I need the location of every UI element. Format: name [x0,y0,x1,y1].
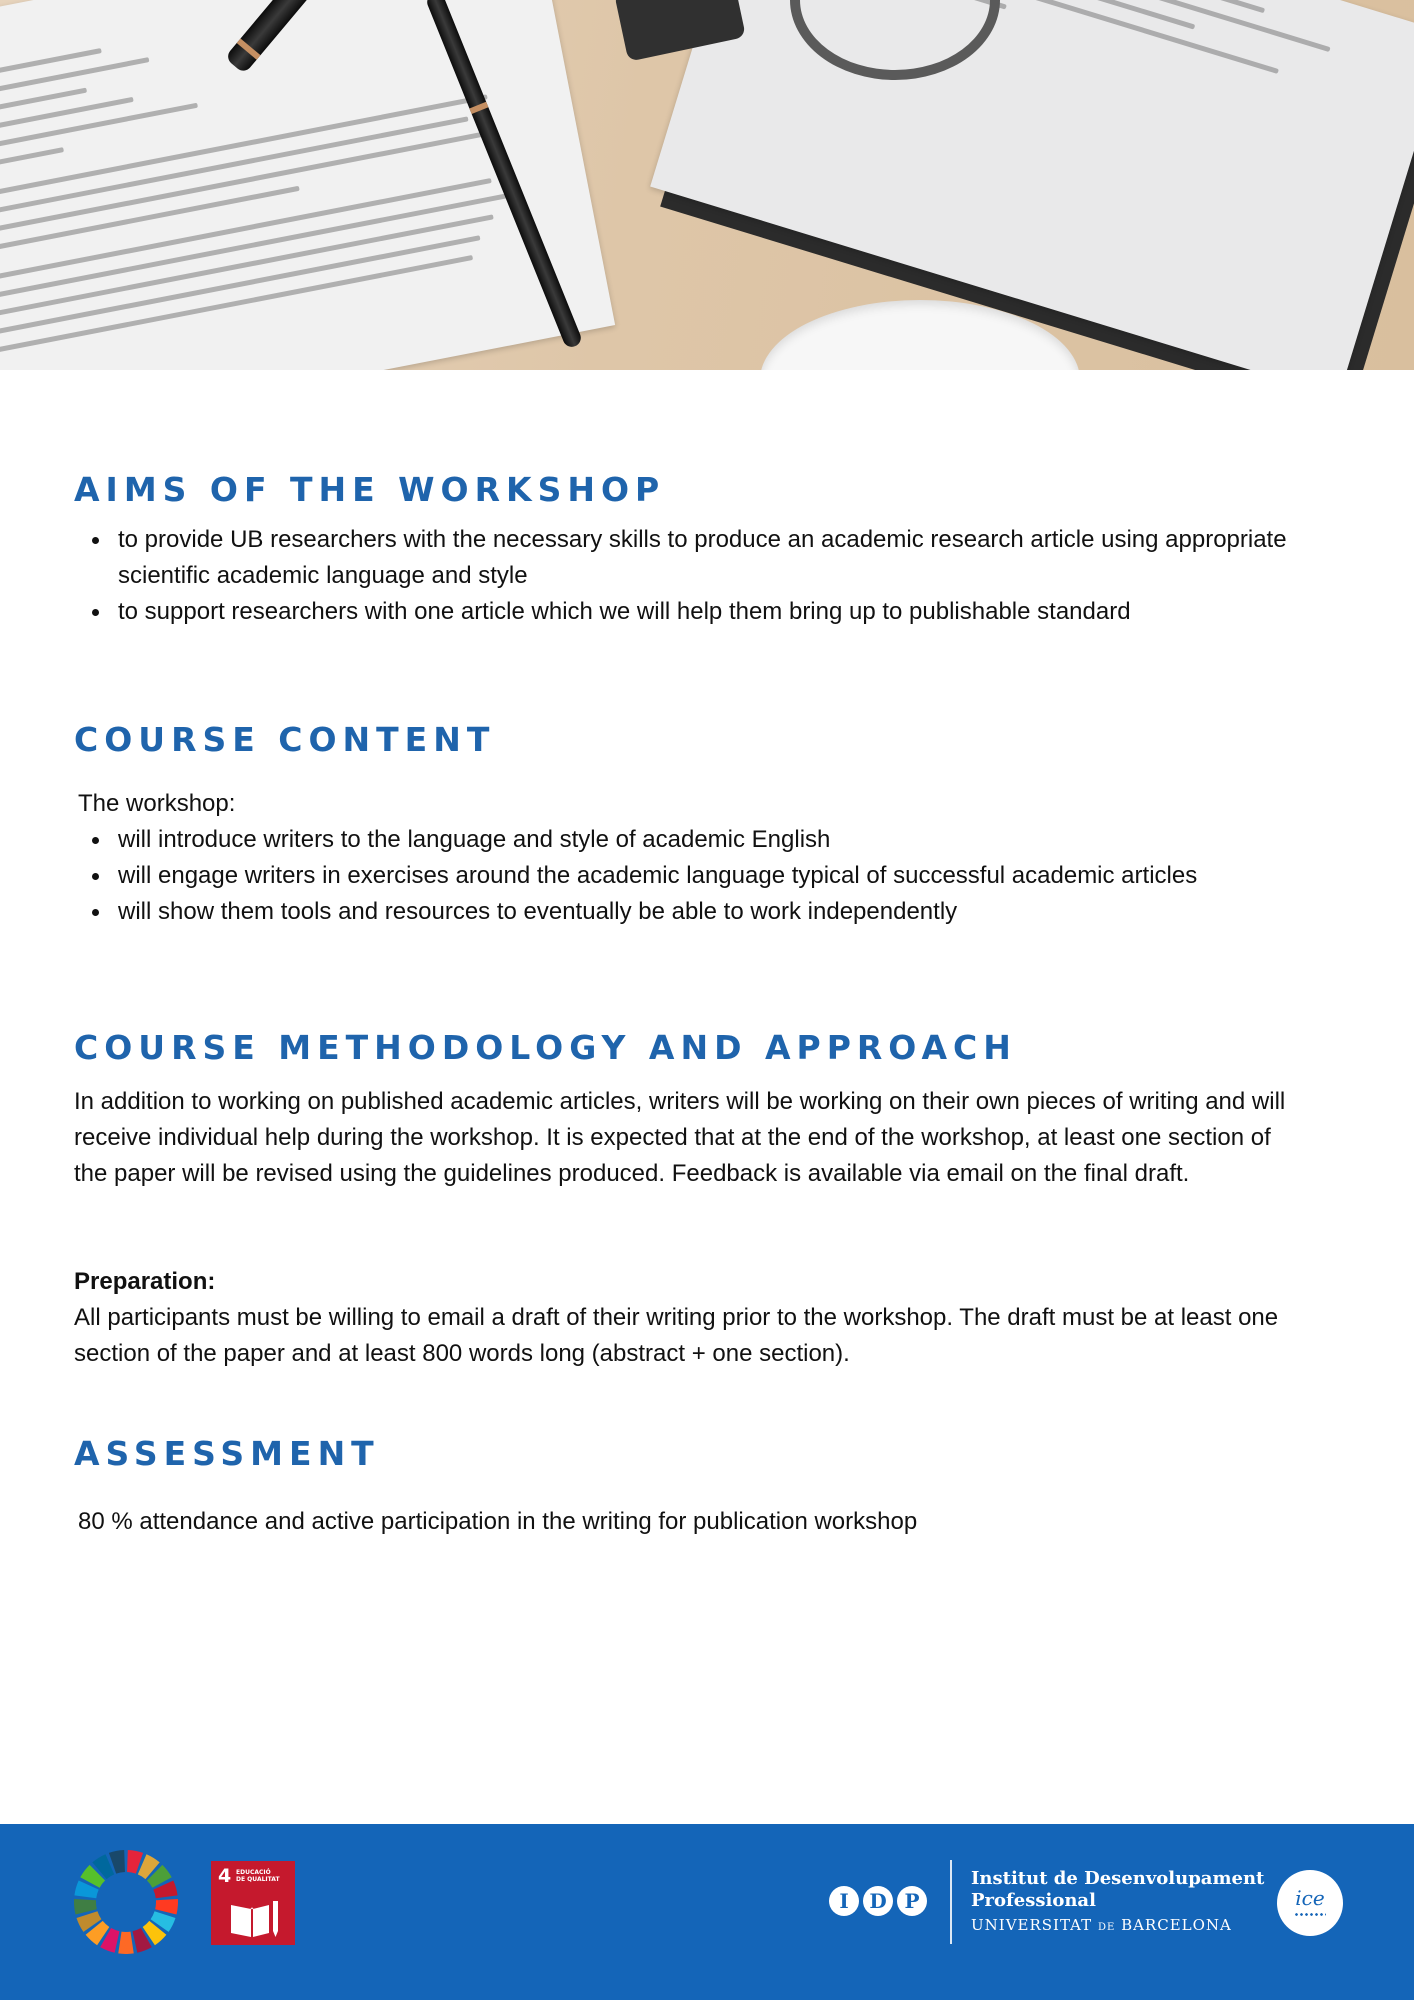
sdg4-label [236,1869,291,1883]
heading-assessment: ASSESSMENT [74,1434,380,1473]
logo-divider [950,1860,952,1944]
university-de: DE [1097,1922,1116,1933]
heading-aims: AIMS OF THE WORKSHOP [74,470,666,509]
list-item: will show them tools and resources to eventually be able to work independently [118,894,1338,930]
list-item: will introduce writers to the language and style of academic English [118,822,1338,858]
university-name [971,1912,1264,1941]
footer-bar [0,1824,1414,2000]
sdg-wheel-icon [74,1850,178,1954]
idp-letter-d: D [863,1886,893,1916]
assessment-text: 80 % attendance and active participation in the writing for publication workshop [78,1508,918,1535]
hero-photo [0,0,1414,370]
sdg-wheel-segment [155,1899,178,1914]
university-part2: BARCELONA [1121,1916,1232,1934]
institute-line2: Professional [971,1890,1096,1911]
idp-logo [829,1886,931,1916]
preparation-text: All participants must be willing to email a draft of their writing prior to the workshop. The draft must be at least one section of the paper and at least 800 words long (abstract + one section). [74,1304,1279,1367]
content-list [74,822,1338,930]
ice-dots [1294,1913,1326,1916]
heading-course-content: COURSE CONTENT [74,720,496,759]
heading-methodology: COURSE METHODOLOGY AND APPROACH [74,1028,1017,1067]
sdg-wheel-segment [74,1899,97,1914]
sdg4-badge [211,1861,295,1945]
sdg4-label-line1: EDUCACIÓ [236,1869,271,1876]
open-book-pencil-icon [229,1899,279,1937]
university-part1: UNIVERSITAT [971,1916,1093,1934]
content-intro: The workshop: [78,790,236,817]
document-paper-left [0,0,615,370]
sdg4-number: 4 [218,1865,232,1887]
sdg-wheel-segment [118,1932,134,1954]
idp-letter-p: P [897,1886,927,1916]
list-item: to provide UB researchers with the necessary skills to produce an academic research article using appropriate scientific academic language and style [118,522,1298,594]
idp-letter-i: I [829,1886,859,1916]
methodology-paragraph: In addition to working on published academic articles, writers will be working on their own pieces of writing and will receive individual help during the workshop. It is expected that at the end of the workshop, at least one section of the paper will be revised using the guidelines produced. Feedback is available via email on the final draft. [74,1088,1286,1187]
institute-name [971,1868,1264,1941]
aims-list [74,522,1298,630]
preparation-label: Preparation: [74,1268,216,1295]
ice-logo-text: ice [1295,1886,1325,1910]
ice-logo [1277,1870,1343,1936]
list-item: to support researchers with one article which we will help them bring up to publishable standard [118,594,1298,630]
list-item: will engage writers in exercises around the academic language typical of successful academic articles [118,858,1338,894]
institute-line1: Institut de Desenvolupament [971,1868,1265,1889]
sdg4-label-line2: DE QUALITAT [236,1876,280,1883]
